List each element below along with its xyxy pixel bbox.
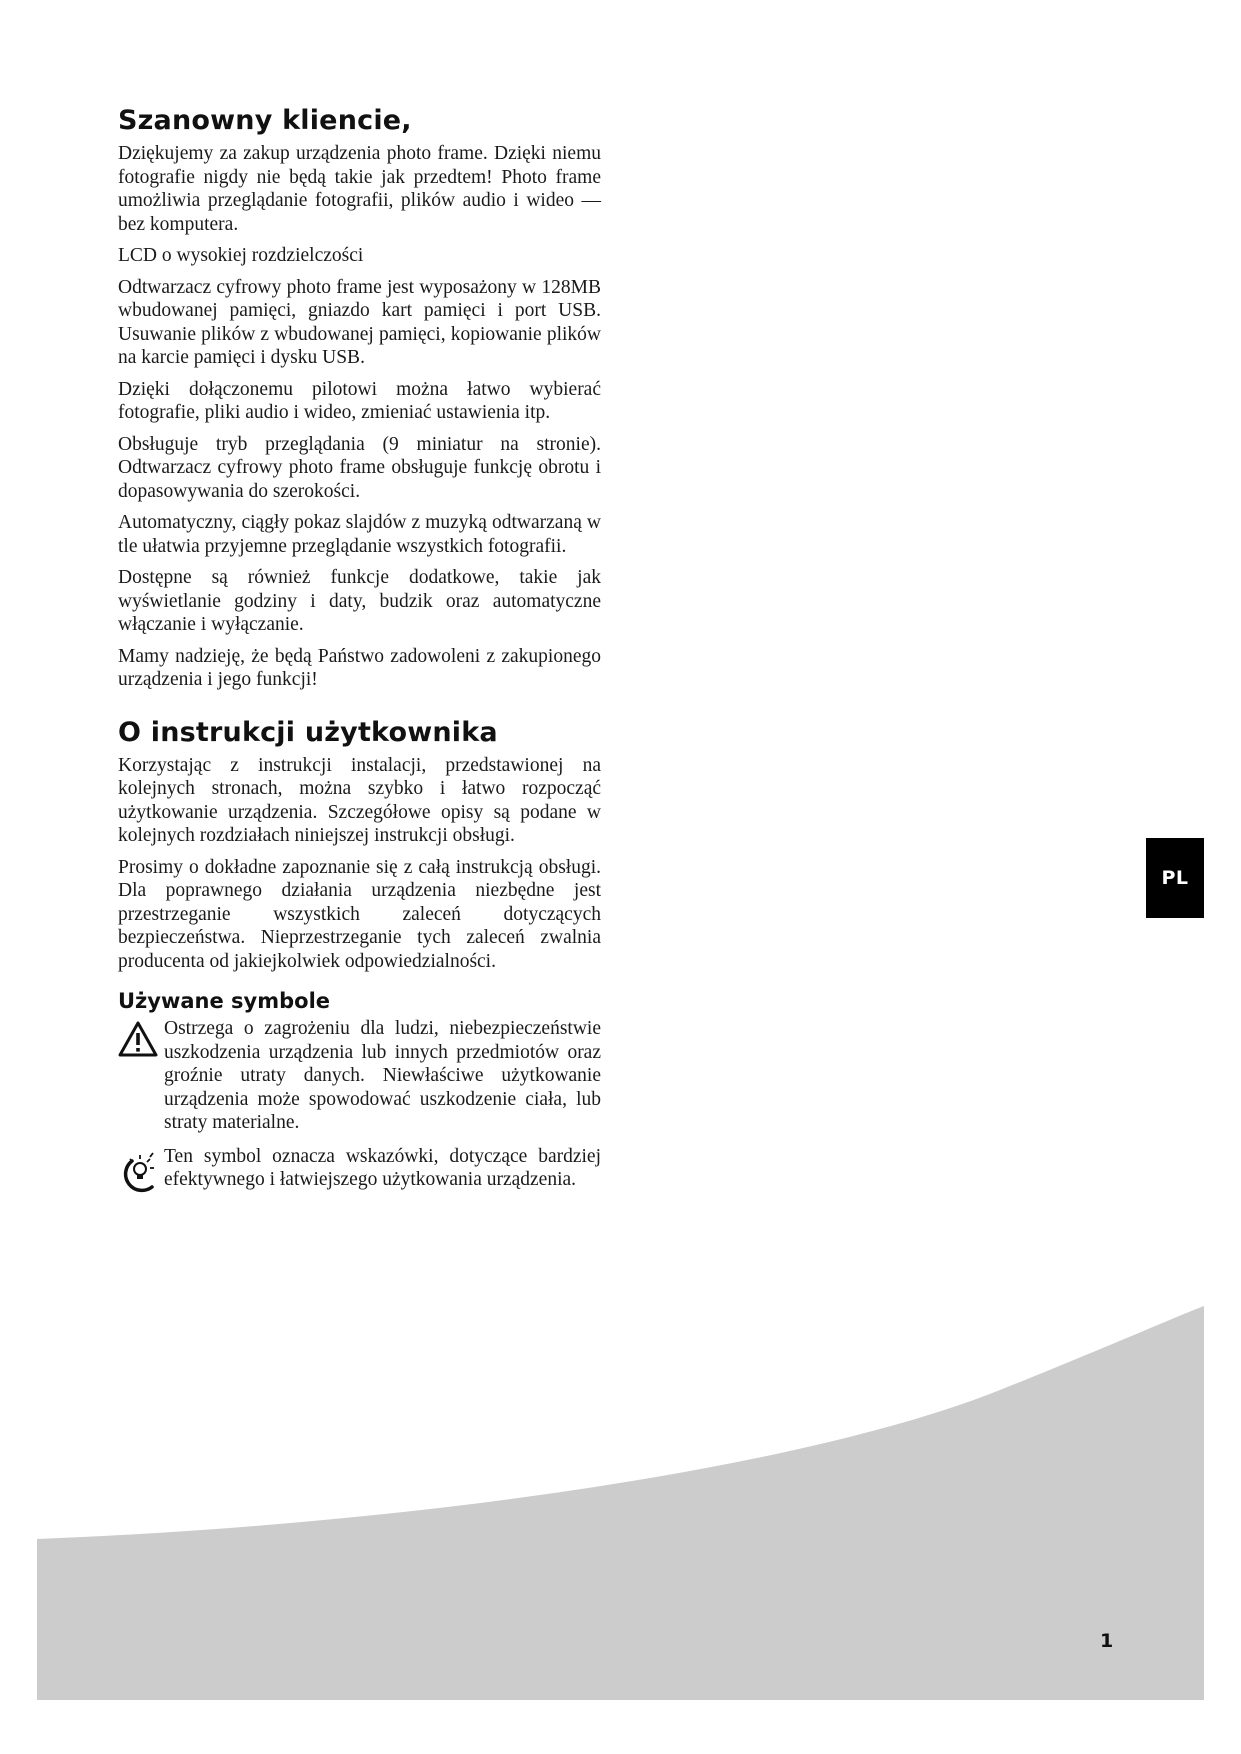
paragraph: Korzystając z instrukcji instalacji, przedstawionej na kolejnych stronach, można szybko i łatwo rozpocząć użytkowanie urządzenia. Szczegółowe opisy są podane w kolejnych rozdziałach niniejszej instrukcji obsługi.: [118, 754, 601, 846]
section-title-greeting: Szanowny kliencie,: [118, 105, 412, 136]
paragraph: Prosimy o dokładne zapoznanie się z całą instrukcją obsługi. Dla poprawnego działania urządzenia niezbędne jest przestrzeganie wszystkich zaleceń dotyczących bezpieczeństwa. Nieprzestrzeganie tych zaleceń zwalnia producenta od jakiejkolwiek odpowiedzialności.: [118, 856, 601, 972]
paragraph: Dostępne są również funkcje dodatkowe, takie jak wyświetlanie godziny i daty, budzik oraz automatyczne włączanie i wyłączanie.: [118, 567, 601, 635]
paragraph: Obsługuje tryb przeglądania (9 miniatur na stronie). Odtwarzacz cyfrowy photo frame obsługuje funkcję obrotu i dopasowywania do szerokości.: [118, 433, 601, 502]
paragraph: LCD o wysokiej rozdzielczości: [118, 245, 364, 266]
paragraph: Mamy nadzieję, że będą Państwo zadowoleni z zakupionego urządzenia i jego funkcji!: [118, 645, 601, 690]
paragraph: Odtwarzacz cyfrowy photo frame jest wyposażony w 128MB wbudowanej pamięci, gniazdo kart pamięci i port USB. Usuwanie plików z wbudowanej pamięci, kopiowanie plików na karcie pamięci i dysku USB.: [118, 276, 601, 368]
warning-triangle-icon: [118, 1017, 164, 1062]
tip-lightbulb-icon: [118, 1145, 164, 1198]
symbol-item-warning: [118, 1017, 601, 1135]
paragraph: Automatyczny, ciągły pokaz slajdów z muzyką odtwarzaną w tle ułatwia przyjemne przeglądanie wszystkich fotografii.: [118, 512, 601, 557]
paragraph: Dziękujemy za zakup urządzenia photo frame. Dzięki niemu fotografie nigdy nie będą takie jak przedtem! Photo frame umożliwia przeglądanie fotografii, plików audio i wideo — bez komputera.: [118, 143, 601, 235]
symbol-description: Ten symbol oznacza wskazówki, dotyczące bardziej efektywnego i łatwiejszego użytkowania urządzenia.: [164, 1145, 601, 1190]
subsection-title-symbols: Używane symbole: [118, 989, 331, 1013]
section-title-about-manual: O instrukcji użytkownika: [118, 716, 498, 748]
main-text-column: [118, 104, 601, 1208]
symbol-item-tip: [118, 1145, 601, 1198]
page-number: 1: [1100, 1630, 1114, 1652]
symbol-description: Ostrzega o zagrożeniu dla ludzi, niebezpieczeństwie uszkodzenia urządzenia lub innych przedmiotów oraz groźnie utraty danych. Niewłaściwe użytkowanie urządzenia może spowodować uszkodzenie ciała, lub straty materialne.: [164, 1018, 601, 1133]
language-tab: PL: [1146, 838, 1204, 918]
paragraph: Dzięki dołączonemu pilotowi można łatwo wybierać fotografie, pliki audio i wideo, zmieniać ustawienia itp.: [118, 378, 601, 423]
